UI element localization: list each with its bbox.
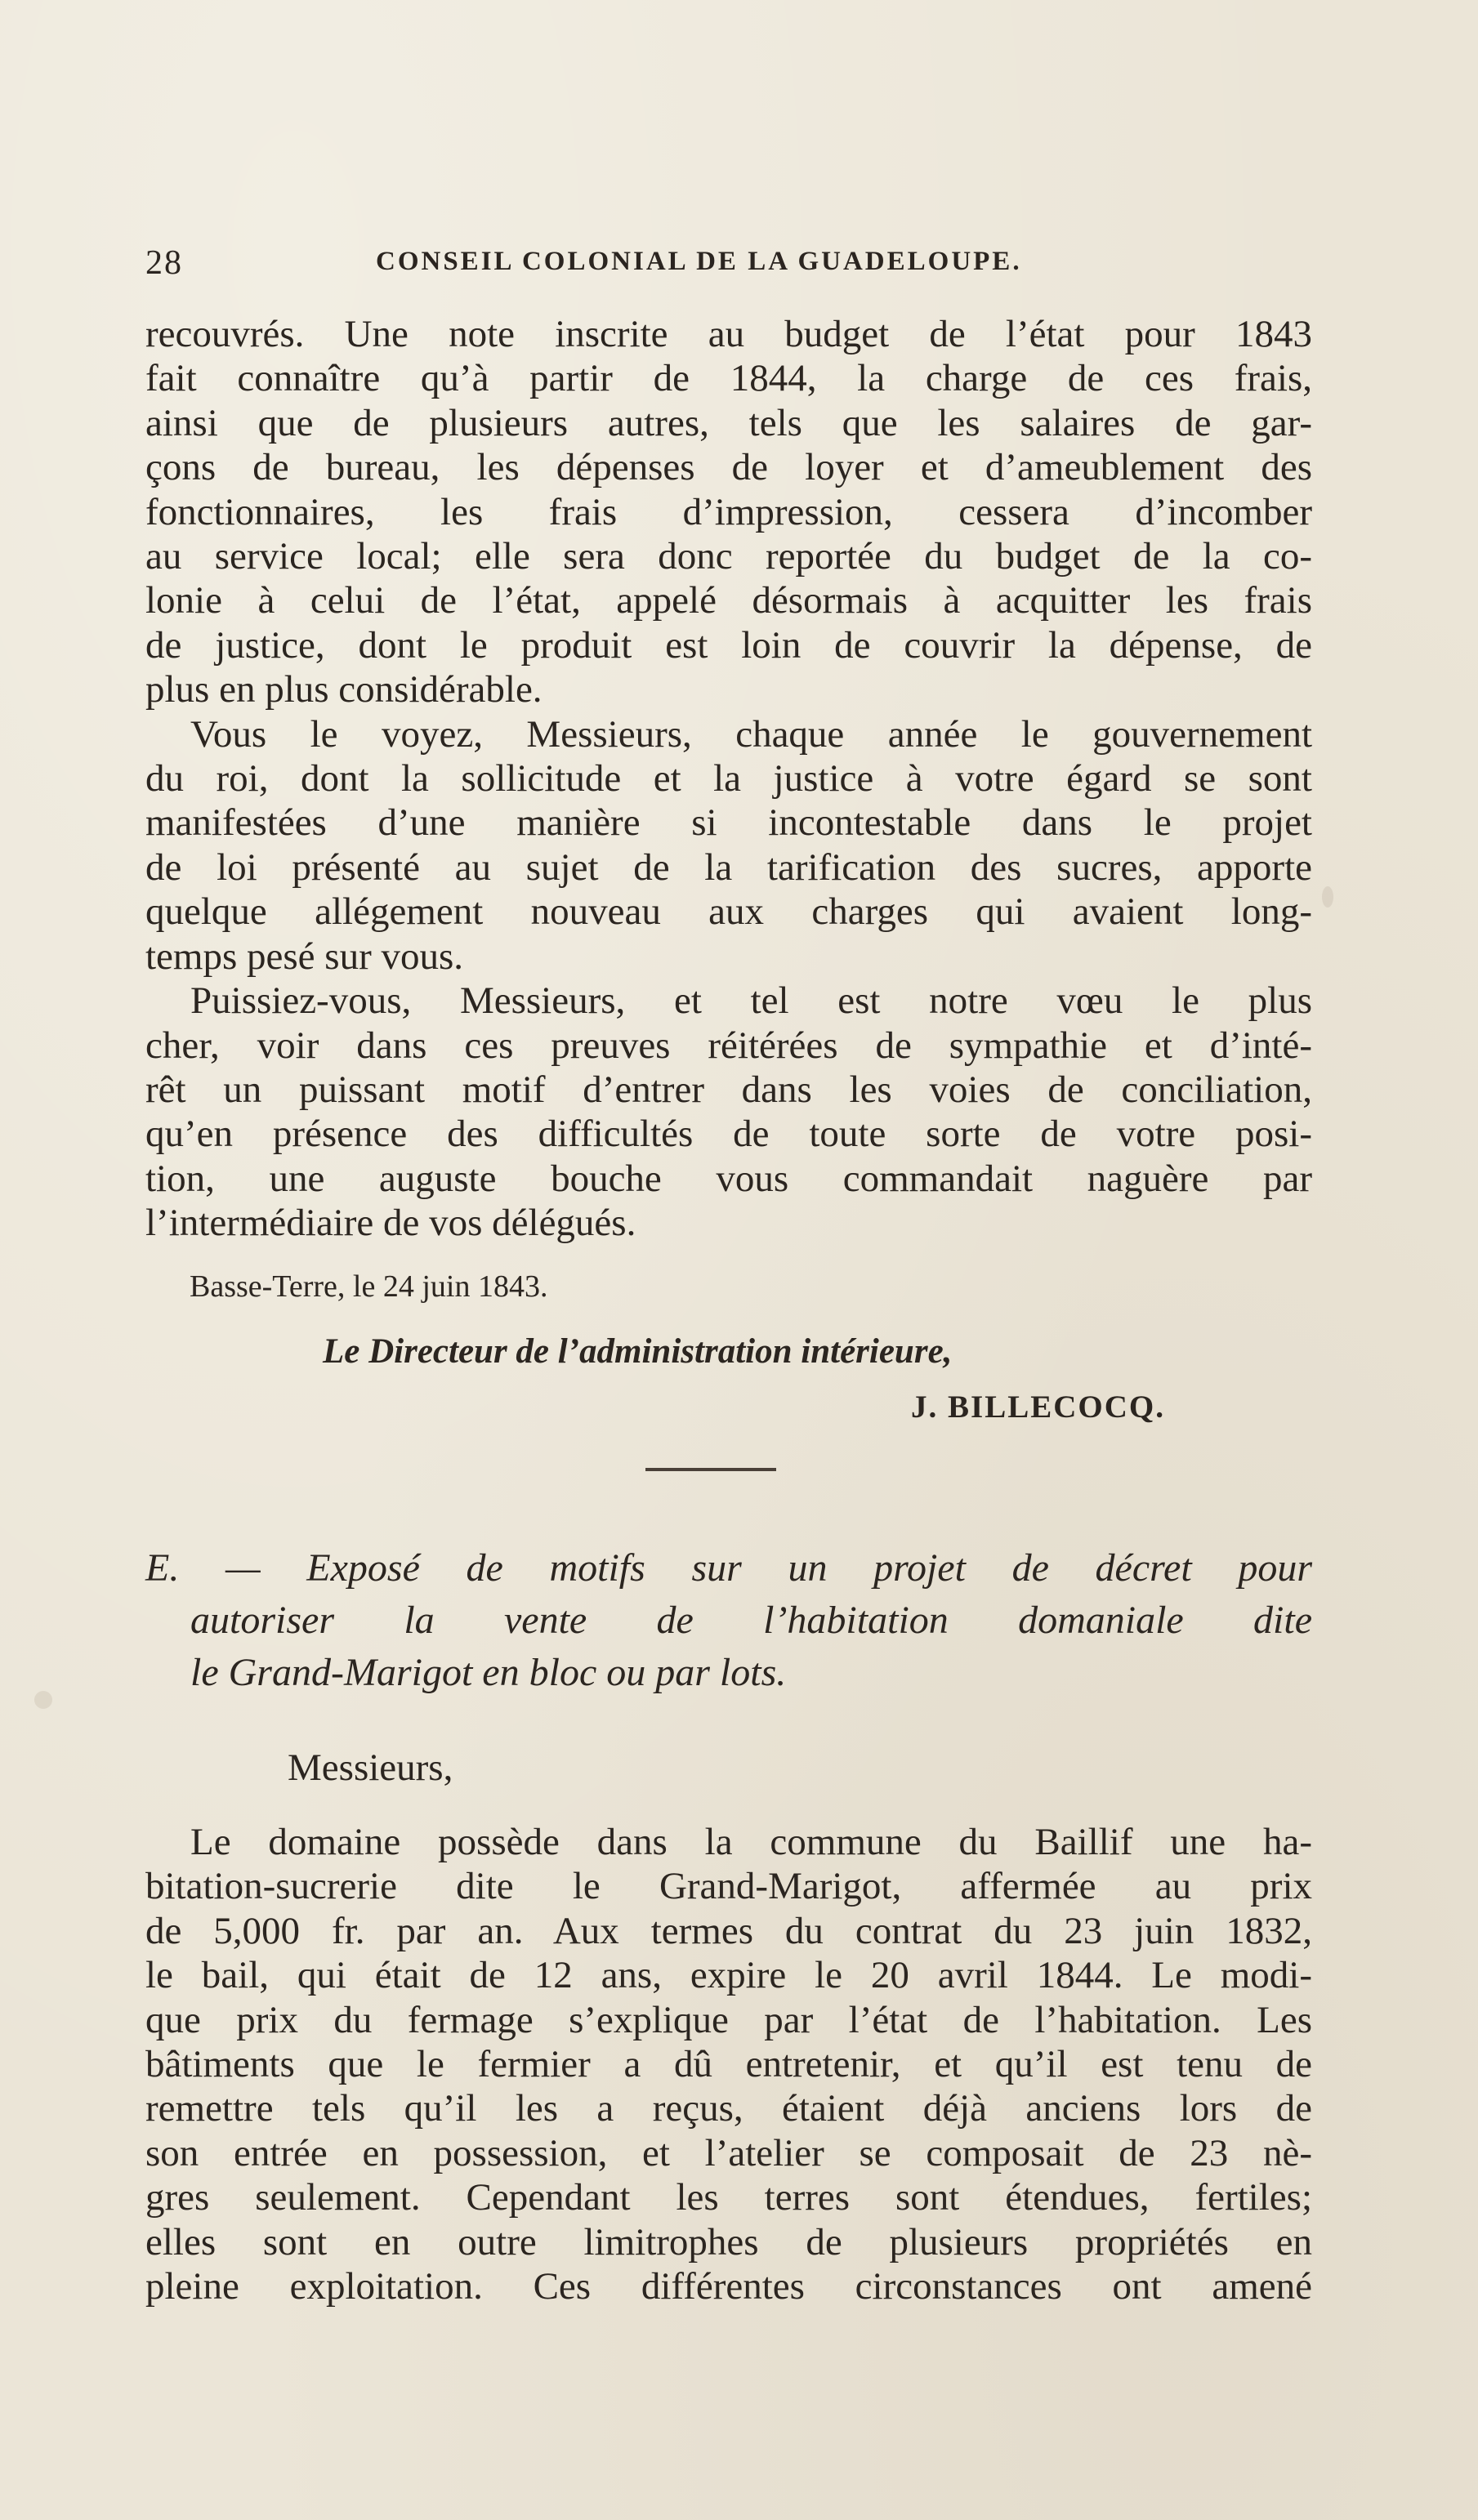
signature-name: J. BILLECOCQ.: [911, 1389, 1165, 1425]
text-line: que prix du fermage s’explique par l’état de l’habitation. Les: [145, 1998, 1312, 2041]
text-line: remettre tels qu’il les a reçus, étaient déjà anciens lors de: [145, 2087, 1312, 2130]
text-line: recouvrés. Une note inscrite au budget de l’état pour 1843: [145, 313, 1312, 355]
heading-text: le Grand-Marigot en bloc ou par lots.: [190, 1651, 787, 1694]
dateline: Basse-Terre, le 24 juin 1843.: [190, 1269, 548, 1304]
text-line: cher, voir dans ces preuves réitérées de sympathie et d’inté-: [145, 1024, 1312, 1067]
paper-spot: [1322, 886, 1333, 908]
section-heading: [145, 1542, 1312, 1699]
text-line: de justice, dont le produit est loin de couvrir la dépense, de: [145, 623, 1312, 667]
heading-text: autoriser la vente de l’habitation domaniale dite: [190, 1599, 1312, 1642]
salutation: Messieurs,: [288, 1746, 453, 1789]
text-line: qu’en présence des difficultés de toute sorte de votre posi-: [145, 1113, 1312, 1156]
text-line: de 5,000 fr. par an. Aux termes du contrat du 23 juin 1832,: [145, 1909, 1312, 1952]
text-line: pleine exploitation. Ces différentes circonstances ont amené: [145, 2265, 1312, 2308]
text-line: fonctionnaires, les frais d’impression, cessera d’incomber: [145, 490, 1312, 533]
section-divider: [645, 1468, 776, 1471]
text-line: manifestées d’une manière si incontestable dans le projet: [145, 801, 1312, 845]
running-head: [145, 243, 1306, 292]
text-line: fait connaître qu’à partir de 1844, la charge de ces frais,: [145, 357, 1312, 400]
heading-line: [145, 1542, 1312, 1595]
heading-line: [145, 1595, 1312, 1647]
text-line: l’intermédiaire de vos délégués.: [145, 1202, 636, 1245]
text-line: Vous le voyez, Messieurs, chaque année le gouvernement: [190, 712, 1312, 756]
paper-spot: [34, 1691, 52, 1709]
text-line: Puissiez-vous, Messieurs, et tel est notre vœu le plus: [190, 979, 1312, 1023]
text-line: quelque allégement nouveau aux charges qui avaient long-: [145, 890, 1312, 934]
text-line: gres seulement. Cependant les terres sont étendues, fertiles;: [145, 2176, 1312, 2219]
heading-line: [145, 1647, 1312, 1699]
signature-title: Le Directeur de l’administration intérieure,: [323, 1332, 953, 1371]
text-line: bâtiments que le fermier a dû entretenir, et qu’il est tenu de: [145, 2043, 1312, 2086]
running-title: CONSEIL COLONIAL DE LA GUADELOUPE.: [376, 247, 1022, 276]
text-line: tion, une auguste bouche vous commandait naguère par: [145, 1157, 1312, 1200]
text-line: plus en plus considérable.: [145, 668, 543, 711]
text-line: le bail, qui était de 12 ans, expire le 20 avril 1844. Le modi-: [145, 1954, 1312, 1997]
text-line: temps pesé sur vous.: [145, 934, 464, 978]
heading-text: E. — Exposé de motifs sur un projet de décret pour: [145, 1546, 1312, 1590]
text-line: au service local; elle sera donc reportée du budget de la co-: [145, 535, 1312, 578]
text-line: Le domaine possède dans la commune du Baillif une ha-: [190, 1821, 1312, 1863]
text-line: du roi, dont la sollicitude et la justice à votre égard se sont: [145, 757, 1312, 801]
text-line: de loi présenté au sujet de la tarification des sucres, apporte: [145, 845, 1312, 889]
text-line: lonie à celui de l’état, appelé désormais à acquitter les frais: [145, 579, 1312, 622]
paragraph-budget: [145, 312, 1312, 1246]
text-line: ainsi que de plusieurs autres, tels que les salaires de gar-: [145, 401, 1312, 444]
text-line: rêt un puissant motif d’entrer dans les voies de conciliation,: [145, 1068, 1312, 1111]
paragraph-grand-marigot: [145, 1820, 1312, 2308]
text-line: son entrée en possession, et l’atelier se composait de 23 nè-: [145, 2131, 1312, 2174]
text-line: çons de bureau, les dépenses de loyer et d’ameublement des: [145, 446, 1312, 489]
text-line: elles sont en outre limitrophes de plusieurs propriétés en: [145, 2220, 1312, 2264]
page-number: 28: [145, 244, 183, 282]
text-line: bitation-sucrerie dite le Grand-Marigot, affermée au prix: [145, 1865, 1312, 1908]
